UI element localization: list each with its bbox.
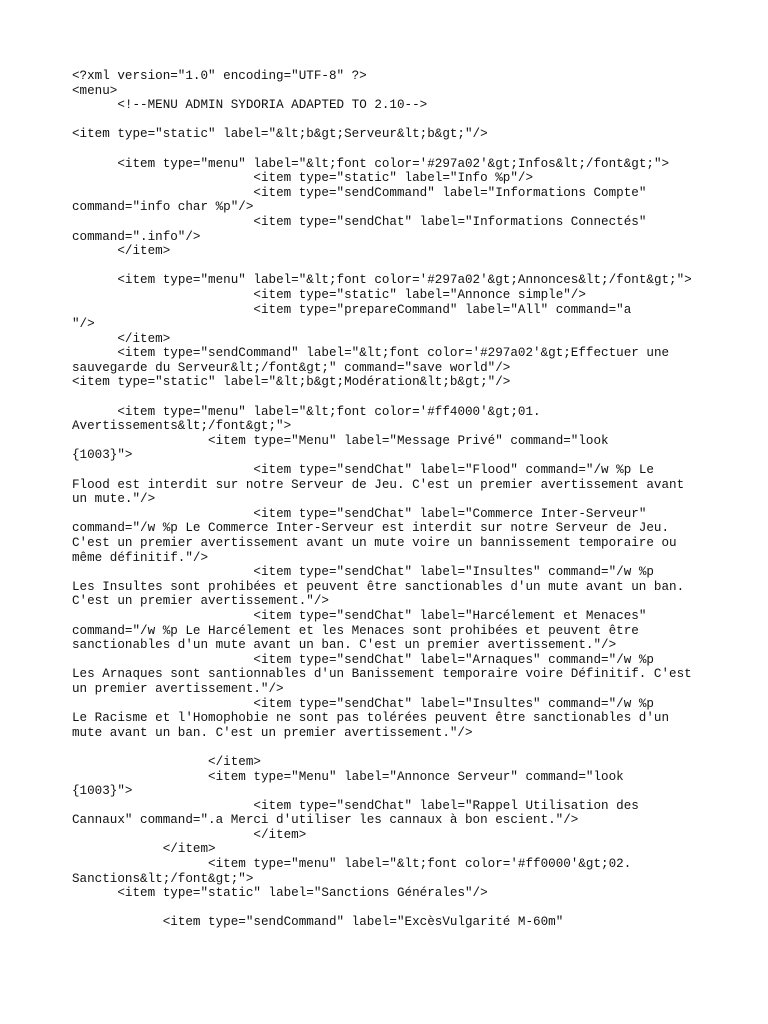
code-line: <item type="sendChat" label="Flood" command="/w %p Le: [72, 463, 654, 478]
code-line: <item type="Menu" label="Annonce Serveur" command="look: [72, 769, 624, 784]
code-line: un premier avertissement."/>: [72, 681, 284, 696]
code-line: command="/w %p Le Commerce Inter-Serveur est interdit sur notre Serveur de Jeu.: [72, 521, 670, 536]
code-line: C'est un premier avertissement."/>: [72, 594, 329, 609]
code-line: sauvegarde du Serveur&lt;/font&gt;" command="save world"/>: [72, 360, 511, 375]
document-page: [72, 69, 712, 930]
code-line: Avertissements&lt;/font&gt;">: [72, 419, 292, 434]
code-line: <item type="menu" label="&lt;font color='#ff0000'&gt;02.: [72, 857, 632, 872]
code-line: Le Racisme et l'Homophobie ne sont pas tolérées peuvent être sanctionables d'un: [72, 711, 670, 726]
code-line: </item>: [72, 842, 216, 857]
code-line: Les Insultes sont prohibées et peuvent être sanctionables d'un mute avant un ban.: [72, 579, 685, 594]
code-line: <!--MENU ADMIN SYDORIA ADAPTED TO 2.10-->: [72, 98, 428, 113]
code-line: <item type="sendCommand" label="Informations Compte": [72, 185, 647, 200]
code-line: <item type="menu" label="&lt;font color='#ff4000'&gt;01.: [72, 404, 541, 419]
code-line: Sanctions&lt;/font&gt;">: [72, 871, 254, 886]
code-line: <item type="static" label="&lt;b&gt;Serveur&lt;b&gt;"/>: [72, 127, 488, 142]
code-line: <item type="static" label="Sanctions Générales"/>: [72, 886, 488, 901]
code-line: <?xml version="1.0" encoding="UTF-8" ?>: [72, 69, 367, 83]
code-line: <item type="Menu" label="Message Privé" command="look: [72, 433, 609, 448]
xml-code-listing: [72, 69, 712, 930]
code-line: <menu>: [72, 83, 118, 98]
code-line: Cannaux" command=".a Merci d'utiliser les cannaux à bon escient."/>: [72, 813, 579, 828]
code-line: Les Arnaques sont santionnables d'un Banissement temporaire voire Définitif. C'est: [72, 667, 692, 682]
code-line: mute avant un ban. C'est un premier avertissement."/>: [72, 725, 473, 740]
code-line: </item>: [72, 244, 171, 259]
code-line: <item type="sendChat" label="Insultes" command="/w %p: [72, 565, 654, 580]
code-line: <item type="menu" label="&lt;font color='#297a02'&gt;Annonces&lt;/font&gt;">: [72, 273, 692, 288]
code-line: <item type="sendChat" label="Arnaques" command="/w %p: [72, 652, 654, 667]
code-line: {1003}">: [72, 784, 133, 799]
code-line: command="/w %p Le Harcélement et les Menaces sont prohibées et peuvent être: [72, 623, 639, 638]
code-line: command="info char %p"/>: [72, 200, 254, 215]
code-line: <item type="static" label="Annonce simple"/>: [72, 287, 586, 302]
code-line: <item type="static" label="&lt;b&gt;Modération&lt;b&gt;"/>: [72, 375, 511, 390]
code-line: sanctionables d'un mute avant un ban. C'est un premier avertissement."/>: [72, 638, 617, 653]
code-line: <item type="sendCommand" label="ExcèsVulgarité M-60m": [72, 915, 564, 930]
code-line: Flood est interdit sur notre Serveur de Jeu. C'est un premier avertissement avant: [72, 477, 685, 492]
code-line: {1003}">: [72, 448, 133, 463]
code-line: <item type="menu" label="&lt;font color='#297a02'&gt;Infos&lt;/font&gt;">: [72, 156, 670, 171]
code-line: </item>: [72, 754, 261, 769]
code-line: "/>: [72, 317, 95, 332]
code-line: <item type="sendChat" label="Commerce Inter-Serveur": [72, 506, 647, 521]
code-line: un mute."/>: [72, 492, 156, 507]
code-line: <item type="sendChat" label="Informations Connectés": [72, 214, 647, 229]
code-line: <item type="sendChat" label="Insultes" command="/w %p: [72, 696, 654, 711]
code-line: même définitif."/>: [72, 550, 209, 565]
code-line: C'est un premier avertissement avant un mute voire un bannissement temporaire ou: [72, 536, 677, 550]
code-line: <item type="sendChat" label="Rappel Utilisation des: [72, 798, 639, 813]
code-line: <item type="sendChat" label="Harcélement et Menaces": [72, 608, 647, 623]
code-line: <item type="static" label="Info %p"/>: [72, 171, 534, 186]
code-line: <item type="prepareCommand" label="All" command="a: [72, 302, 632, 317]
code-line: <item type="sendCommand" label="&lt;font color='#297a02'&gt;Effectuer une: [72, 346, 670, 361]
code-line: </item>: [72, 827, 307, 842]
code-line: </item>: [72, 331, 171, 346]
code-line: command=".info"/>: [72, 229, 201, 244]
